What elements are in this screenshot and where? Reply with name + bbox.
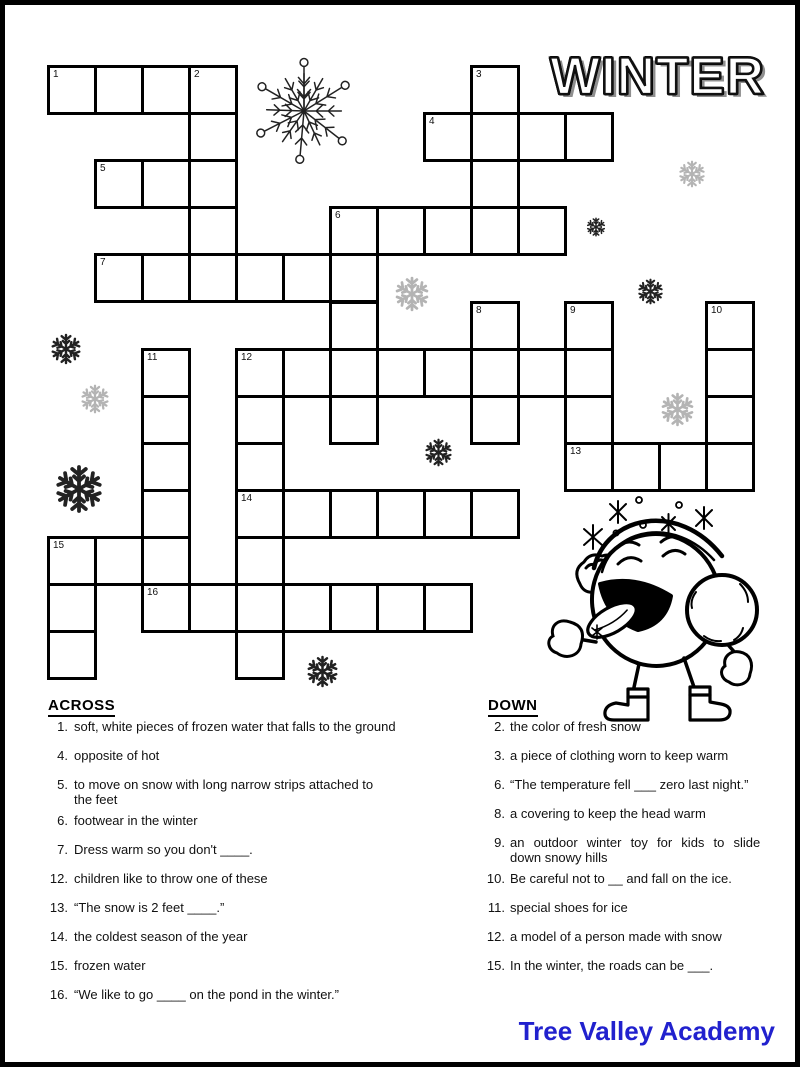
grid-cell-r6c14[interactable] [705,348,755,398]
clue-number: 14. [49,929,68,944]
clue-number: 3. [494,748,505,763]
clue-text: special shoes for ice [510,900,628,915]
cell-number: 8 [476,304,482,316]
grid-cell-r0c9[interactable] [470,65,520,115]
grid-cell-r2c9[interactable] [470,159,520,209]
grid-cell-r6c6[interactable] [329,348,379,398]
grid-cell-r6c5[interactable] [282,348,332,398]
grid-cell-r10c0[interactable] [47,536,97,586]
grid-cell-r11c5[interactable] [282,583,332,633]
clue-number: 12. [486,929,505,944]
across-clue-6 [40,813,460,828]
grid-cell-r4c1[interactable] [94,253,144,303]
across-clue-5 [40,777,460,807]
grid-cell-r5c6[interactable] [329,301,379,351]
grid-cell-r8c11[interactable] [564,442,614,492]
snowflake-icon [394,276,430,312]
grid-cell-r11c7[interactable] [376,583,426,633]
cell-number: 11 [147,351,158,363]
across-clue-list [40,719,460,1016]
grid-cell-r8c4[interactable] [235,442,285,492]
grid-cell-r11c6[interactable] [329,583,379,633]
snowflake-icon [637,278,664,305]
grid-cell-r7c14[interactable] [705,395,755,445]
grid-cell-r6c4[interactable] [235,348,285,398]
cell-number: 2 [194,69,200,80]
cell-number: 13 [570,445,582,457]
across-clue-4 [40,748,460,763]
grid-cell-r9c4[interactable] [235,489,285,539]
cell-number: 14 [241,492,253,504]
clue-text: the color of fresh snow [510,719,641,734]
cell-number: 16 [147,587,159,599]
down-clue-3 [478,748,796,763]
left-mitten-icon [549,621,583,656]
cell-number: 3 [476,69,482,80]
grid-cell-r9c5[interactable] [282,489,332,539]
grid-cell-r9c2[interactable] [141,489,191,539]
grid-cell-r11c3[interactable] [188,583,238,633]
grid-cell-r6c2[interactable] [141,348,191,398]
grid-cell-r10c2[interactable] [141,536,191,586]
cell-number: 5 [100,163,106,175]
grid-cell-r2c1[interactable] [94,159,144,209]
clue-number: 11. [487,900,505,915]
grid-cell-r12c0[interactable] [47,630,97,680]
clue-number: 15. [49,958,68,973]
grid-cell-r1c10[interactable] [517,112,567,162]
down-clue-15 [478,958,796,973]
clue-text: children like to throw one of these [74,871,268,886]
snowflake-icon [660,392,695,427]
grid-cell-r11c2[interactable] [141,583,191,633]
cell-number: 10 [711,304,723,316]
cell-number: 12 [241,351,253,363]
grid-cell-r1c3[interactable] [188,112,238,162]
grid-cell-r11c8[interactable] [423,583,473,633]
snowflake-icon [678,160,706,188]
across-clue-1 [40,719,460,734]
grid-cell-r7c11[interactable] [564,395,614,445]
clue-text: footwear in the winter [74,813,198,828]
down-clue-6 [478,777,796,792]
grid-cell-r10c4[interactable] [235,536,285,586]
grid-cell-r8c2[interactable] [141,442,191,492]
clue-text: an outdoor winter toy for kids to slide down snowy hills [510,835,761,865]
grid-cell-r0c1[interactable] [94,65,144,115]
clue-text: a piece of clothing worn to keep warm [510,748,729,763]
grid-cell-r4c4[interactable] [235,253,285,303]
clue-number: 6. [57,813,68,828]
clue-number: 1. [57,719,68,734]
clue-number: 2. [494,719,505,734]
grid-cell-r6c8[interactable] [423,348,473,398]
across-clue-12 [40,871,460,886]
across-clue-15 [40,958,460,973]
snowflake-icon [54,464,104,514]
grid-cell-r9c6[interactable] [329,489,379,539]
grid-cell-r5c11[interactable] [564,301,614,351]
grid-cell-r8c12[interactable] [611,442,661,492]
cell-number: 6 [335,210,341,222]
clue-text: “We like to go ____ on the pond in the winter.” [74,987,339,1002]
clue-number: 5. [57,777,68,792]
grid-cell-r9c9[interactable] [470,489,520,539]
grid-cell-r4c2[interactable] [141,253,191,303]
clue-text: a model of a person made with snow [510,929,722,944]
clue-text: to move on snow with long narrow strips attached to the feet [74,777,374,807]
right-mitten-icon [722,652,752,685]
down-clue-8 [478,806,796,821]
grid-cell-r5c9[interactable] [470,301,520,351]
grid-cell-r0c3[interactable] [188,65,238,115]
across-clue-13 [40,900,460,915]
clue-number: 15. [486,958,505,973]
grid-cell-r6c11[interactable] [564,348,614,398]
grid-cell-r8c13[interactable] [658,442,708,492]
grid-cell-r1c8[interactable] [423,112,473,162]
snowflake-icon [306,655,339,688]
grid-cell-r7c2[interactable] [141,395,191,445]
left-boot-icon [605,689,648,720]
clue-number: 4. [57,748,68,763]
grid-cell-r5c14[interactable] [705,301,755,351]
clue-text: In the winter, the roads can be ___. [510,958,714,973]
across-clue-14 [40,929,460,944]
grid-cell-r6c7[interactable] [376,348,426,398]
grid-cell-r7c6[interactable] [329,395,379,445]
grid-cell-r11c4[interactable] [235,583,285,633]
snowflake-icon [80,384,110,414]
clue-text: soft, white pieces of frozen water that falls to the ground [74,719,396,734]
grid-cell-r10c1[interactable] [94,536,144,586]
grid-cell-r2c3[interactable] [188,159,238,209]
grid-cell-r3c9[interactable] [470,206,520,256]
grid-cell-r9c7[interactable] [376,489,426,539]
cell-number: 15 [53,540,65,551]
clue-text: a covering to keep the head warm [510,806,706,821]
grid-cell-r12c4[interactable] [235,630,285,680]
down-clue-11 [478,900,796,915]
down-clue-10 [478,871,796,886]
snowflake-icon [586,217,606,237]
grid-cell-r6c10[interactable] [517,348,567,398]
clue-number: 6. [494,777,505,792]
cell-number: 1 [53,69,59,80]
grid-cell-r8c14[interactable] [705,442,755,492]
snowflake-icon [424,438,453,467]
clue-text: “The snow is 2 feet ____.” [74,900,225,915]
cell-number: 9 [570,304,576,316]
cell-number: 7 [100,257,106,269]
clue-number: 7. [57,842,68,857]
grid-cell-r4c3[interactable] [188,253,238,303]
grid-cell-r0c2[interactable] [141,65,191,115]
grid-cell-r7c9[interactable] [470,395,520,445]
grid-cell-r2c2[interactable] [141,159,191,209]
across-clue-7 [40,842,460,857]
grid-cell-r1c9[interactable] [470,112,520,162]
grid-cell-r3c8[interactable] [423,206,473,256]
grid-cell-r7c4[interactable] [235,395,285,445]
right-earmuff-icon [687,575,757,645]
grid-cell-r3c3[interactable] [188,206,238,256]
snowflake-large-icon [248,55,360,167]
grid-cell-r0c0[interactable] [47,65,97,115]
clue-text: opposite of hot [74,748,160,763]
clue-number: 13. [49,900,68,915]
grid-cell-r4c5[interactable] [282,253,332,303]
grid-cell-r3c7[interactable] [376,206,426,256]
clue-number: 10. [486,871,505,886]
clue-text: the coldest season of the year [74,929,248,944]
grid-cell-r9c8[interactable] [423,489,473,539]
clue-text: “The temperature fell ___ zero last night.” [510,777,749,792]
grid-cell-r3c10[interactable] [517,206,567,256]
cell-number: 4 [429,116,435,128]
grid-cell-r11c0[interactable] [47,583,97,633]
clue-number: 8. [494,806,505,821]
grid-cell-r1c11[interactable] [564,112,614,162]
grid-cell-r6c9[interactable] [470,348,520,398]
clue-number: 16. [49,987,68,1002]
page-title: WINTER [550,47,766,106]
snowflake-icon [50,333,82,365]
clue-number: 9. [494,835,505,850]
down-clue-9 [478,835,796,865]
across-clue-16 [40,987,460,1002]
down-clue-2 [478,719,796,734]
clue-text: frozen water [74,958,146,973]
across-header: ACROSS [48,698,115,717]
down-header: DOWN [488,698,538,717]
down-clue-list [478,719,796,987]
clue-number: 12. [49,871,68,886]
footer-brand-link[interactable]: Tree Valley Academy [518,1016,775,1046]
right-leg [684,658,695,690]
right-boot-icon [690,687,730,720]
snowman-illustration [544,492,760,724]
down-clue-12 [478,929,796,944]
clue-text: Be careful not to __ and fall on the ice. [510,871,732,886]
grid-cell-r3c6[interactable] [329,206,379,256]
clue-text: Dress warm so you don't ____. [74,842,253,857]
grid-cell-r4c6[interactable] [329,253,379,303]
